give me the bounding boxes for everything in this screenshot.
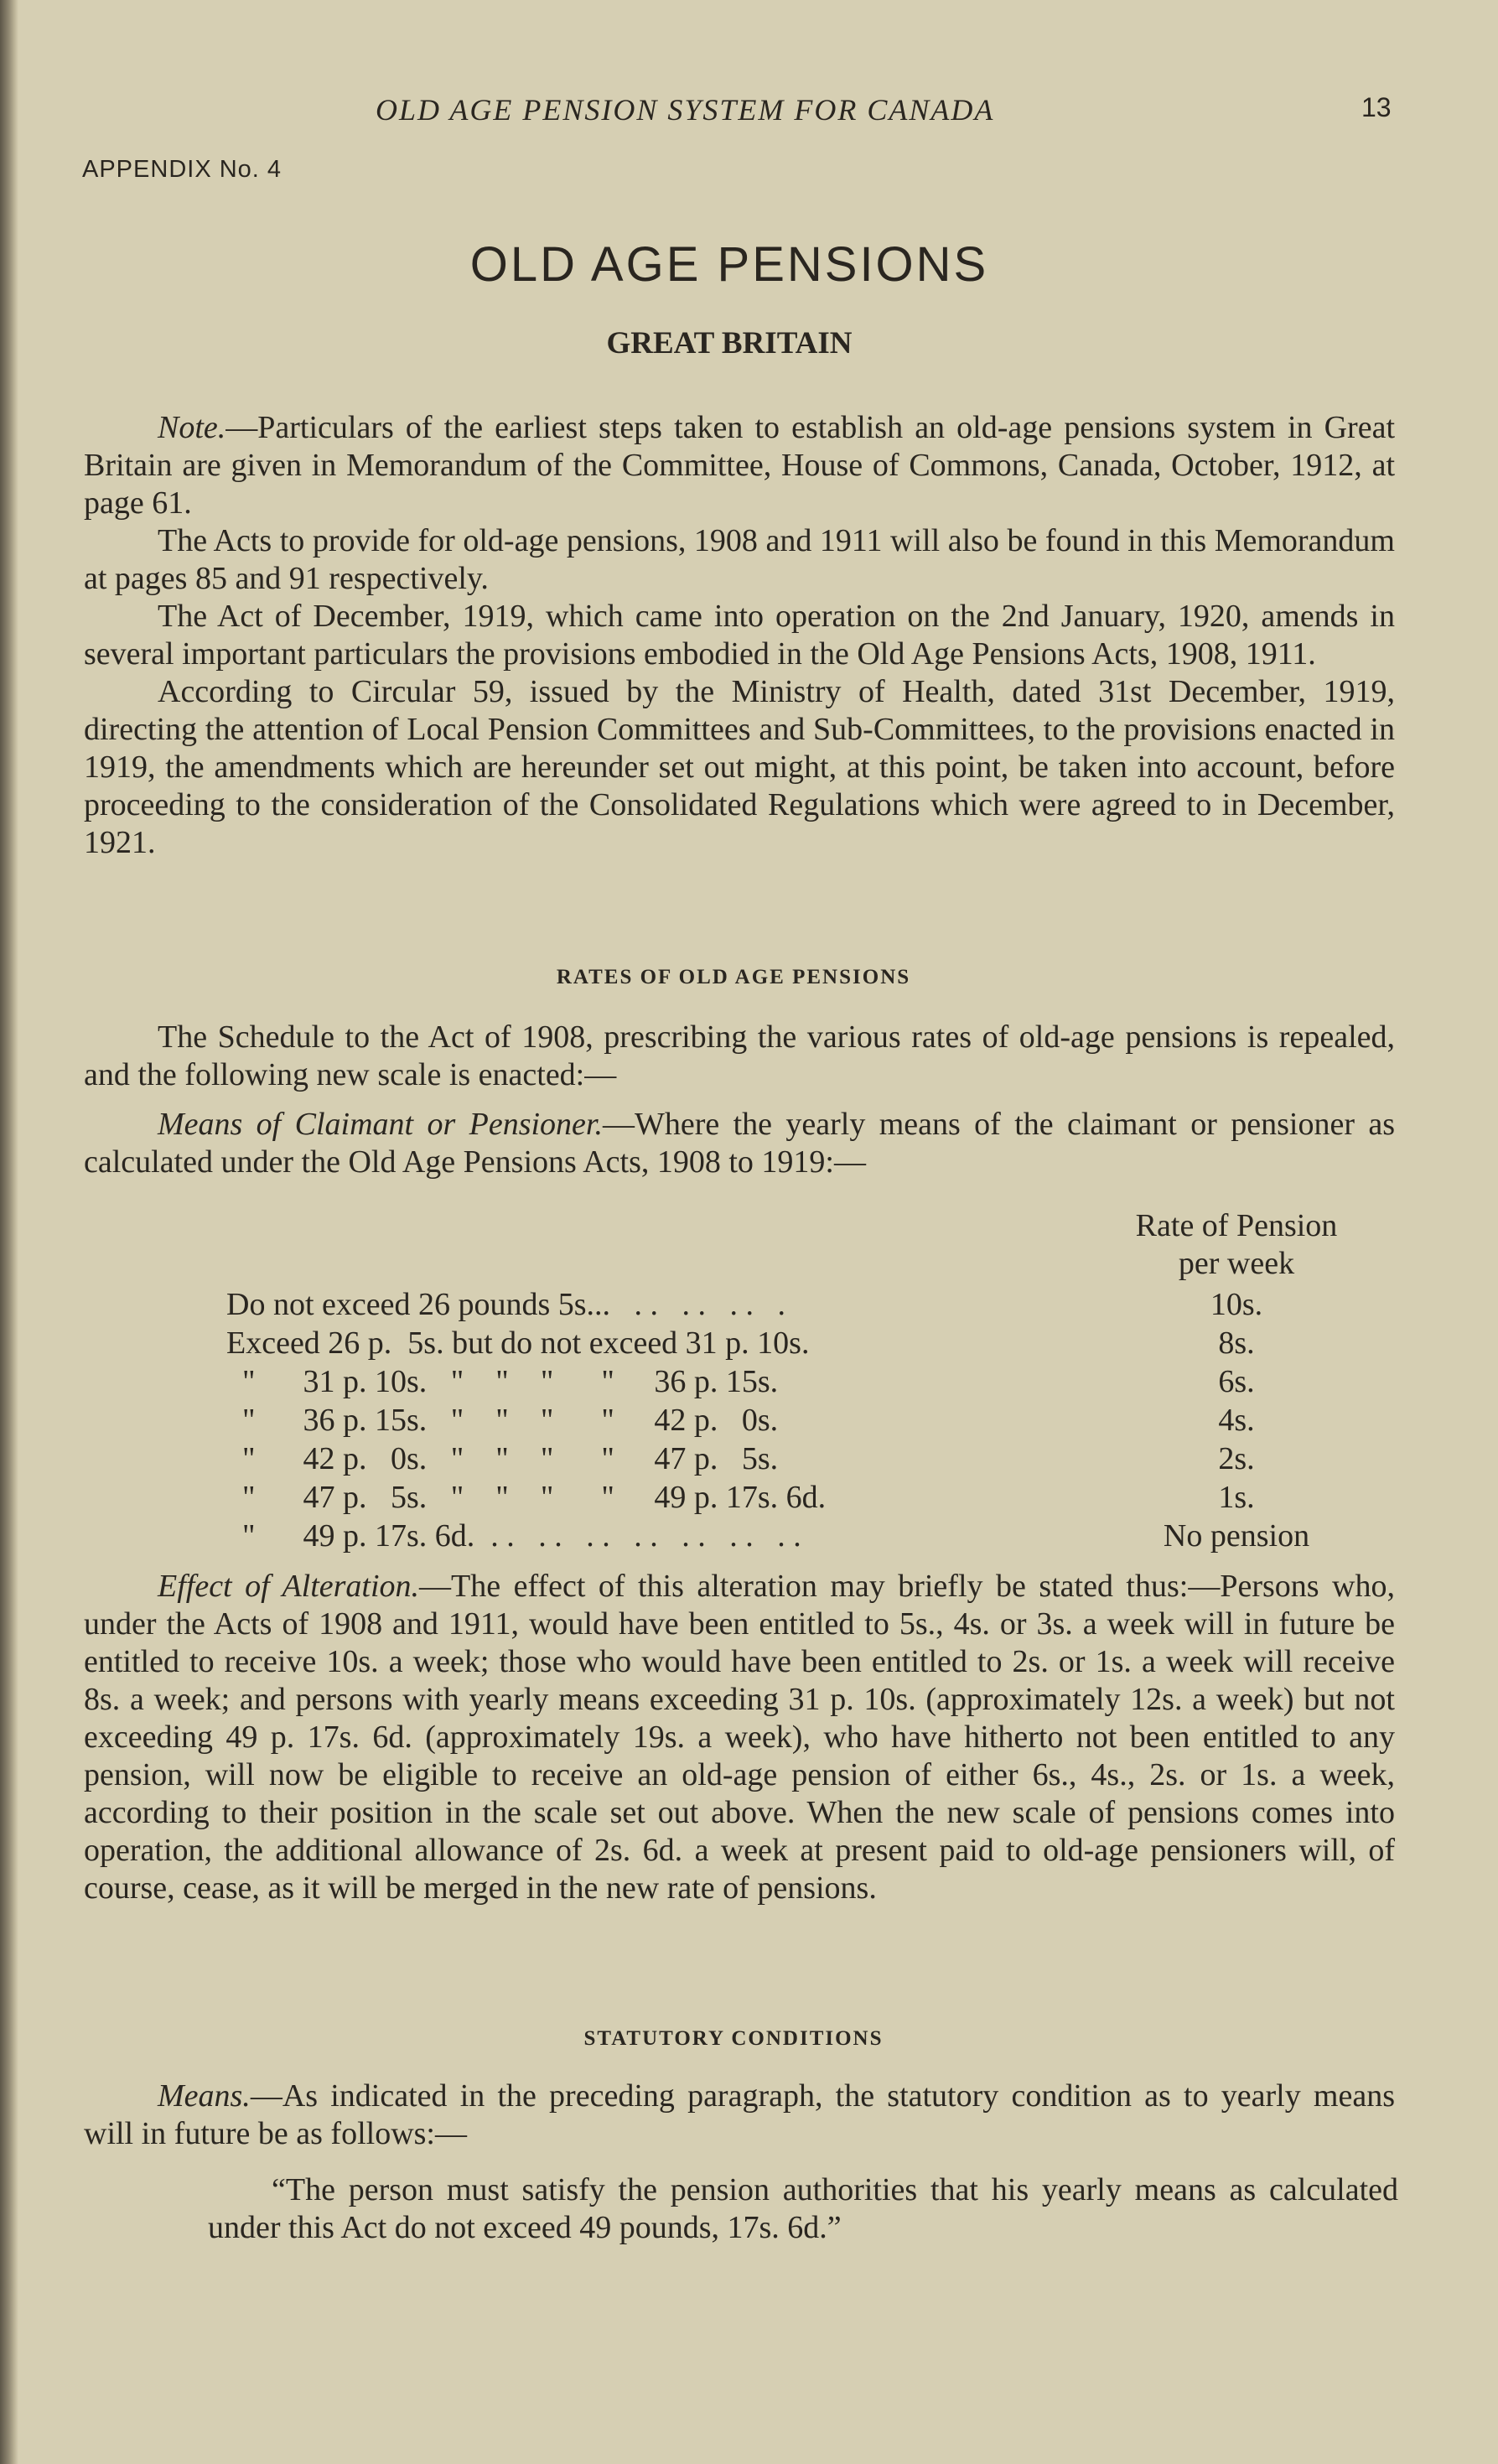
effect-label: Effect of Alteration. <box>158 1569 420 1604</box>
row-means: " 31 p. 10s. " " " " 36 p. 15s. <box>226 1364 779 1399</box>
intro-paragraph-2: The Acts to provide for old-age pensions, 1908 and 1911 will also be found in this Memorandum at pages 85 and 91 respectively. <box>84 523 1395 596</box>
note-paragraph <box>84 409 1395 522</box>
row-means: " 49 p. 17s. 6d. . . . . . . . . . . . . . . <box>226 1518 801 1554</box>
rates-section-heading: RATES OF OLD AGE PENSIONS <box>556 966 911 988</box>
means-text: —Where the yearly means of the claimant or pensioner as calculated under the Old Age Pensions Acts, 1908 to 1919:— <box>84 1107 1395 1180</box>
means-paragraph <box>84 1106 1395 1181</box>
row-means: " 42 p. 0s. " " " " 47 p. 5s. <box>226 1441 779 1476</box>
effect-section <box>84 1568 1395 1907</box>
page-binding-edge <box>0 0 18 2464</box>
appendix-label: APPENDIX No. 4 <box>82 156 282 183</box>
page-subtitle: GREAT BRITAIN <box>606 326 853 361</box>
row-rate: 8s. <box>1218 1325 1255 1361</box>
row-rate: 4s. <box>1218 1403 1255 1438</box>
intro-paragraph-3: The Act of December, 1919, which came into operation on the 2nd January, 1920, amends in several important particulars the provisions embodied in the Old Age Pensions Acts, 1908, 1911. <box>84 599 1395 672</box>
effect-text: —The effect of this alteration may briefly be stated thus:—Persons who, under the Acts of 1908 and 1911, would have been entitled to 5s., 4s. or 3s. a week will in future be entitled to receive 10s. a week; those who would have been entitled to 2s. or 1s. a week will receive 8s. a week; and persons with yearly means exceeding 31 p. 10s. (approximately 12s. a week) but not exceeding 49 p. 17s. 6d. (approximately 19s. a week), who have hitherto not been entitled to any pension, will now be eligible to receive an old-age pension of either 6s., 4s., 2s. or 1s. a week, according to their position in the scale set out above. When the new scale of pensions comes into operation, the additional allowance of 2s. 6d. a week at present paid to old-age pensioners will, of course, cease, as it will be merged in the new rate of pensions. <box>84 1569 1395 1906</box>
row-rate: 2s. <box>1218 1441 1255 1476</box>
row-means: " 47 p. 5s. " " " " 49 p. 17s. 6d. <box>226 1480 827 1515</box>
table-row <box>226 1325 1350 1363</box>
table-row <box>226 1517 1350 1556</box>
table-row <box>226 1479 1350 1517</box>
statutory-quote <box>208 2171 1398 2247</box>
row-means: Exceed 26 p. 5s. but do not exceed 31 p. 10s. <box>226 1325 810 1361</box>
table-row <box>226 1440 1350 1479</box>
effect-paragraph <box>84 1568 1395 1907</box>
row-means: Do not exceed 26 pounds 5s... . . . . . . . <box>226 1287 786 1322</box>
note-label: Note. <box>158 410 226 445</box>
table-row <box>226 1286 1350 1325</box>
table-row <box>226 1402 1350 1440</box>
row-rate: 10s. <box>1210 1287 1263 1322</box>
statutory-means-text: —As indicated in the preceding paragraph, the statutory condition as to yearly means will in future be as follows:— <box>84 2078 1395 2151</box>
means-label: Means of Claimant or Pensioner. <box>158 1107 603 1142</box>
page-number: 13 <box>1361 92 1392 122</box>
page-title: OLD AGE PENSIONS <box>469 237 989 292</box>
row-rate: No pension <box>1163 1518 1310 1554</box>
intro-paragraph-4: According to Circular 59, issued by the Ministry of Health, dated 31st December, 1919, directing the attention of Local Pension Committees and Sub-Committees, to the provisions enacted in 1919, the amendments which are hereunder set out might, at this point, be taken into account, before proceeding to the consideration of the Consolidated Regulations which were agreed to in December, 1921. <box>84 674 1395 860</box>
table-row <box>226 1363 1350 1402</box>
note-text: —Particulars of the earliest steps taken to establish an old-age pensions system in Great Britain are given in Memorandum of the Committee, House of Commons, Canada, October, 1912, at page 61. <box>84 410 1395 521</box>
rates-paragraph-1: The Schedule to the Act of 1908, prescribing the various rates of old-age pensions is repealed, and the following new scale is enacted:— <box>84 1019 1395 1092</box>
intro-section <box>84 409 1395 862</box>
running-head-title: OLD AGE PENSION SYSTEM FOR CANADA <box>376 93 995 127</box>
statutory-means-paragraph <box>84 2078 1395 2153</box>
quote-text: “The person must satisfy the pension authorities that his yearly means as calculated under this Act do not exceed 49 pounds, 17s. 6d.” <box>208 2172 1398 2245</box>
row-rate: 6s. <box>1218 1364 1255 1399</box>
row-rate: 1s. <box>1218 1480 1255 1515</box>
rates-section-text <box>84 1019 1395 1181</box>
rate-header-line1: Rate of Pension <box>1135 1208 1338 1243</box>
statutory-means-label: Means. <box>158 2078 251 2114</box>
statutory-section-heading: STATUTORY CONDITIONS <box>583 2027 884 2050</box>
rate-header-line2: per week <box>1178 1246 1295 1281</box>
row-means: " 36 p. 15s. " " " " 42 p. 0s. <box>226 1403 779 1438</box>
statutory-section <box>84 2078 1395 2153</box>
